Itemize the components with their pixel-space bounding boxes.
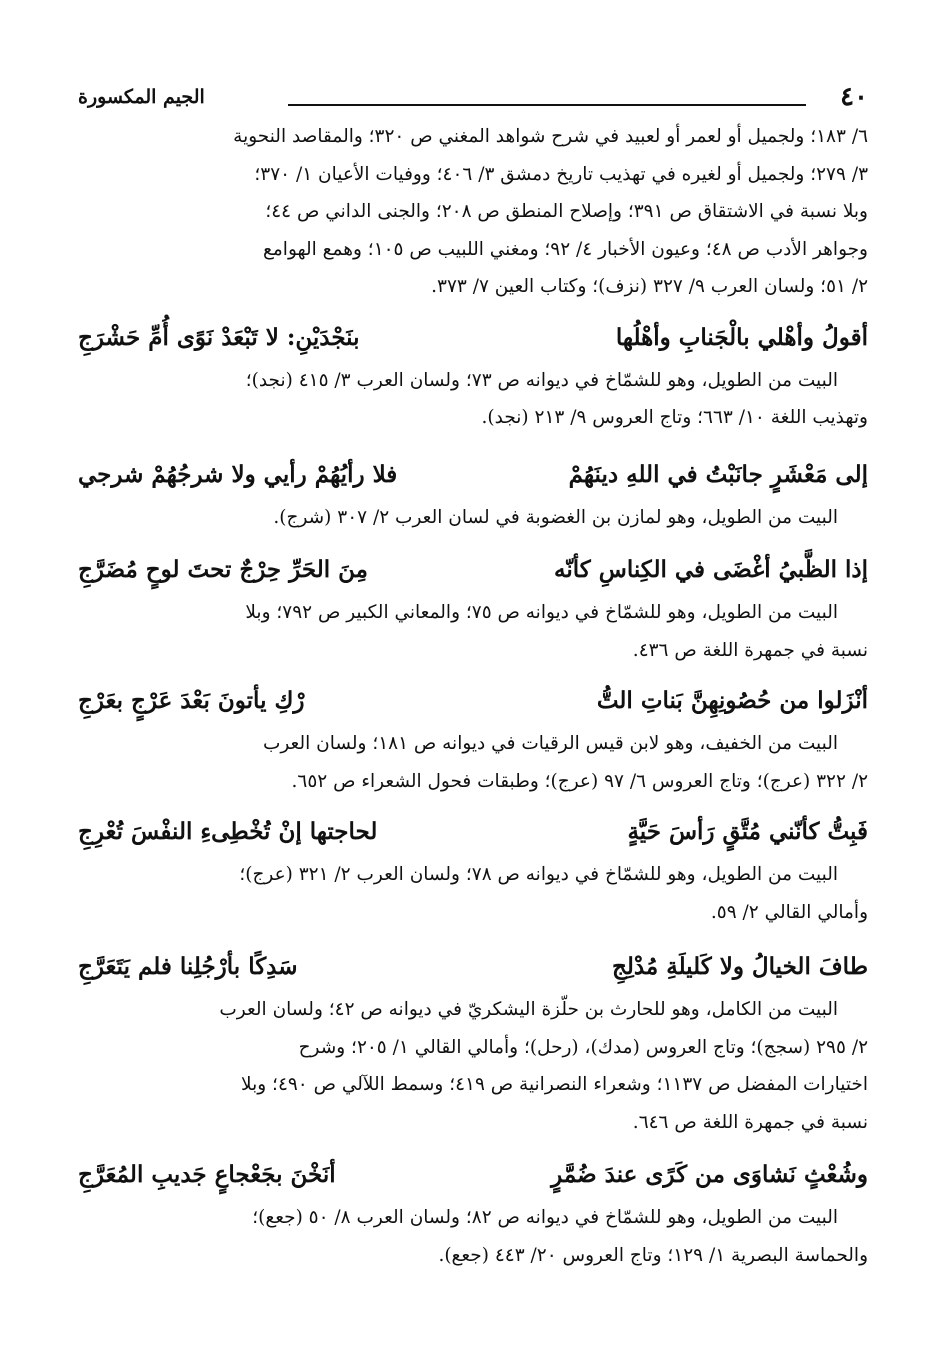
- note-line: البيت من الطويل، وهو لمازن بن الغضوبة في لسان العرب ٢/ ٣٠٧ (شرج).: [273, 506, 838, 528]
- verse-second-hemistich: رْكِ يأتونَ بَعْدَ عَرْجٍ بعَرْجِ: [78, 687, 305, 714]
- verse: [78, 318, 868, 358]
- verse-second-hemistich: فلا رأيُهُمْ رأيي ولا شرجُهُمْ شرجي: [78, 460, 398, 488]
- verse-second-hemistich: لحاجتها إنْ تُخْطِىءِ النفْسَ تُعْرِجِ: [78, 818, 378, 845]
- note-line: والحماسة البصرية ١/ ١٢٩؛ وتاج العروس ٢٠/ ٤٤٣ (جعع).: [438, 1244, 868, 1266]
- note-line: البيت من الطويل، وهو للشمّاخ في ديوانه ص ٧٣؛ ولسان العرب ٣/ ٤١٥ (نجد)؛: [245, 369, 838, 391]
- verse: [78, 681, 868, 721]
- verse-entry: [78, 947, 868, 1141]
- verse-entry: [78, 318, 868, 437]
- note-line: البيت من الخفيف، وهو لابن قيس الرقيات في ديوانه ص ١٨١؛ ولسان العرب: [262, 733, 838, 754]
- note-line: ٢/ ٥١؛ ولسان العرب ٩/ ٣٢٧ (نزف)؛ وكتاب العين ٧/ ٣٧٣.: [431, 276, 868, 297]
- verse-second-hemistich: أنَخْنَ بجَعْجاعٍ جَديبِ المُعَرَّجِ: [78, 1161, 336, 1188]
- verse-entry: [78, 681, 868, 800]
- note-line: البيت من الطويل، وهو للشمّاخ في ديوانه ص ٧٨؛ ولسان العرب ٢/ ٣٢١ (عرج)؛: [239, 864, 838, 885]
- note-line: وأمالي القالي ٢/ ٥٩.: [710, 901, 868, 923]
- page-number: ٤٠: [840, 82, 868, 112]
- note-line: وبلا نسبة في الاشتقاق ص ٣٩١؛ وإصلاح المنطق ص ٢٠٨؛ والجنى الداني ص ٤٤؛: [265, 201, 868, 222]
- verse-entry: [78, 1155, 868, 1274]
- note-line: البيت من الطويل، وهو للشمّاخ في ديوانه ص ٨٢؛ ولسان العرب ٨/ ٥٠ (جعع)؛: [252, 1207, 838, 1228]
- verse-entry: [78, 550, 868, 669]
- verse-first-hemistich: إلى مَعْشَرٍ جانَبْتُ في اللهِ دينَهُمْ: [568, 460, 868, 488]
- verse-first-hemistich: وشُعْثٍ نَشاوَى من كَرًى عندَ ضُمَّرٍ: [551, 1161, 868, 1188]
- note-line: البيت من الكامل، وهو للحارث بن حلّزة اليشكريّ في ديوانه ص ٤٢؛ ولسان العرب: [219, 999, 838, 1020]
- continued-note: [78, 118, 868, 306]
- verse-second-hemistich: بنَجْدَيْنِ: لا تَبْعَدْ نَوًى أُمِّ حَشْرَجِ: [78, 323, 360, 351]
- verse-entry: [78, 812, 868, 931]
- verse-second-hemistich: مِنَ الحَرِّ حِرْجٌ تحتَ لوحٍ مُضَرَّجِ: [78, 556, 368, 583]
- verse: [78, 1155, 868, 1195]
- verse: [78, 812, 868, 852]
- verse-entry: [78, 455, 868, 537]
- note-line: ٣/ ٢٧٩؛ ولجميل أو لغيره في تهذيب تاريخ دمشق ٣/ ٤٠٦؛ ووفيات الأعيان ١/ ٣٧٠؛: [254, 163, 868, 185]
- verse-first-hemistich: طافَ الخيالُ ولا كَليلَةِ مُدْلِجِ: [611, 953, 868, 980]
- verse-first-hemistich: أقولُ وأهْلي بالْجَنابِ وأهْلُها: [615, 323, 868, 351]
- verse-first-hemistich: إذا الظَّبيُ أغْضَى في الكِناسِ كأنّه: [554, 556, 868, 583]
- note-line: اختيارات المفضل ص ١١٣٧؛ وشعراء النصرانية ص ٤١٩؛ وسمط اللآلي ص ٤٩٠؛ وبلا: [241, 1074, 868, 1095]
- verse: [78, 455, 868, 495]
- verse-first-hemistich: أنْزَلوا من حُصُونِهِنَّ بَناتِ التُّ: [596, 687, 868, 714]
- verse: [78, 550, 868, 590]
- note-line: ٢/ ٣٢٢ (عرج)؛ وتاج العروس ٦/ ٩٧ (عرج)؛ وطبقات فحول الشعراء ص ٦٥٢.: [291, 770, 868, 792]
- page-header: [78, 82, 868, 118]
- header-rule: [288, 104, 806, 106]
- note-line: نسبة في جمهرة اللغة ص ٤٣٦.: [632, 639, 868, 661]
- note-line: البيت من الطويل، وهو للشمّاخ في ديوانه ص ٧٥؛ والمعاني الكبير ص ٧٩٢؛ وبلا: [245, 602, 838, 623]
- verse-second-hemistich: سَدِكًا بأرْجُلِنا فلم يَتَعَرَّجِ: [78, 953, 298, 980]
- note-line: وتهذيب اللغة ١٠/ ٦٦٣؛ وتاج العروس ٩/ ٢١٣ (نجد).: [481, 407, 868, 428]
- note-line: ٦/ ١٨٣؛ ولجميل أو لعمر أو لعبيد في شرح شواهد المغني ص ٣٢٠؛ والمقاصد النحوية: [233, 126, 868, 147]
- book-page: [78, 82, 868, 1274]
- verse: [78, 947, 868, 987]
- running-title: الجيم المكسورة: [78, 86, 205, 108]
- note-line: نسبة في جمهرة اللغة ص ٦٤٦.: [632, 1111, 868, 1133]
- verse-first-hemistich: فَبِتُّ كأنّني مُتَّقٍ رَأسَ حَيَّةٍ: [627, 818, 868, 845]
- note-line: ٢/ ٢٩٥ (سجج)؛ وتاج العروس (مدك)، (رحل)؛ وأمالي القالي ١/ ٢٠٥؛ وشرح: [298, 1036, 868, 1058]
- note-line: وجواهر الأدب ص ٤٨؛ وعيون الأخبار ٤/ ٩٢؛ ومغني اللبيب ص ١٠٥؛ وهمع الهوامع: [263, 238, 868, 260]
